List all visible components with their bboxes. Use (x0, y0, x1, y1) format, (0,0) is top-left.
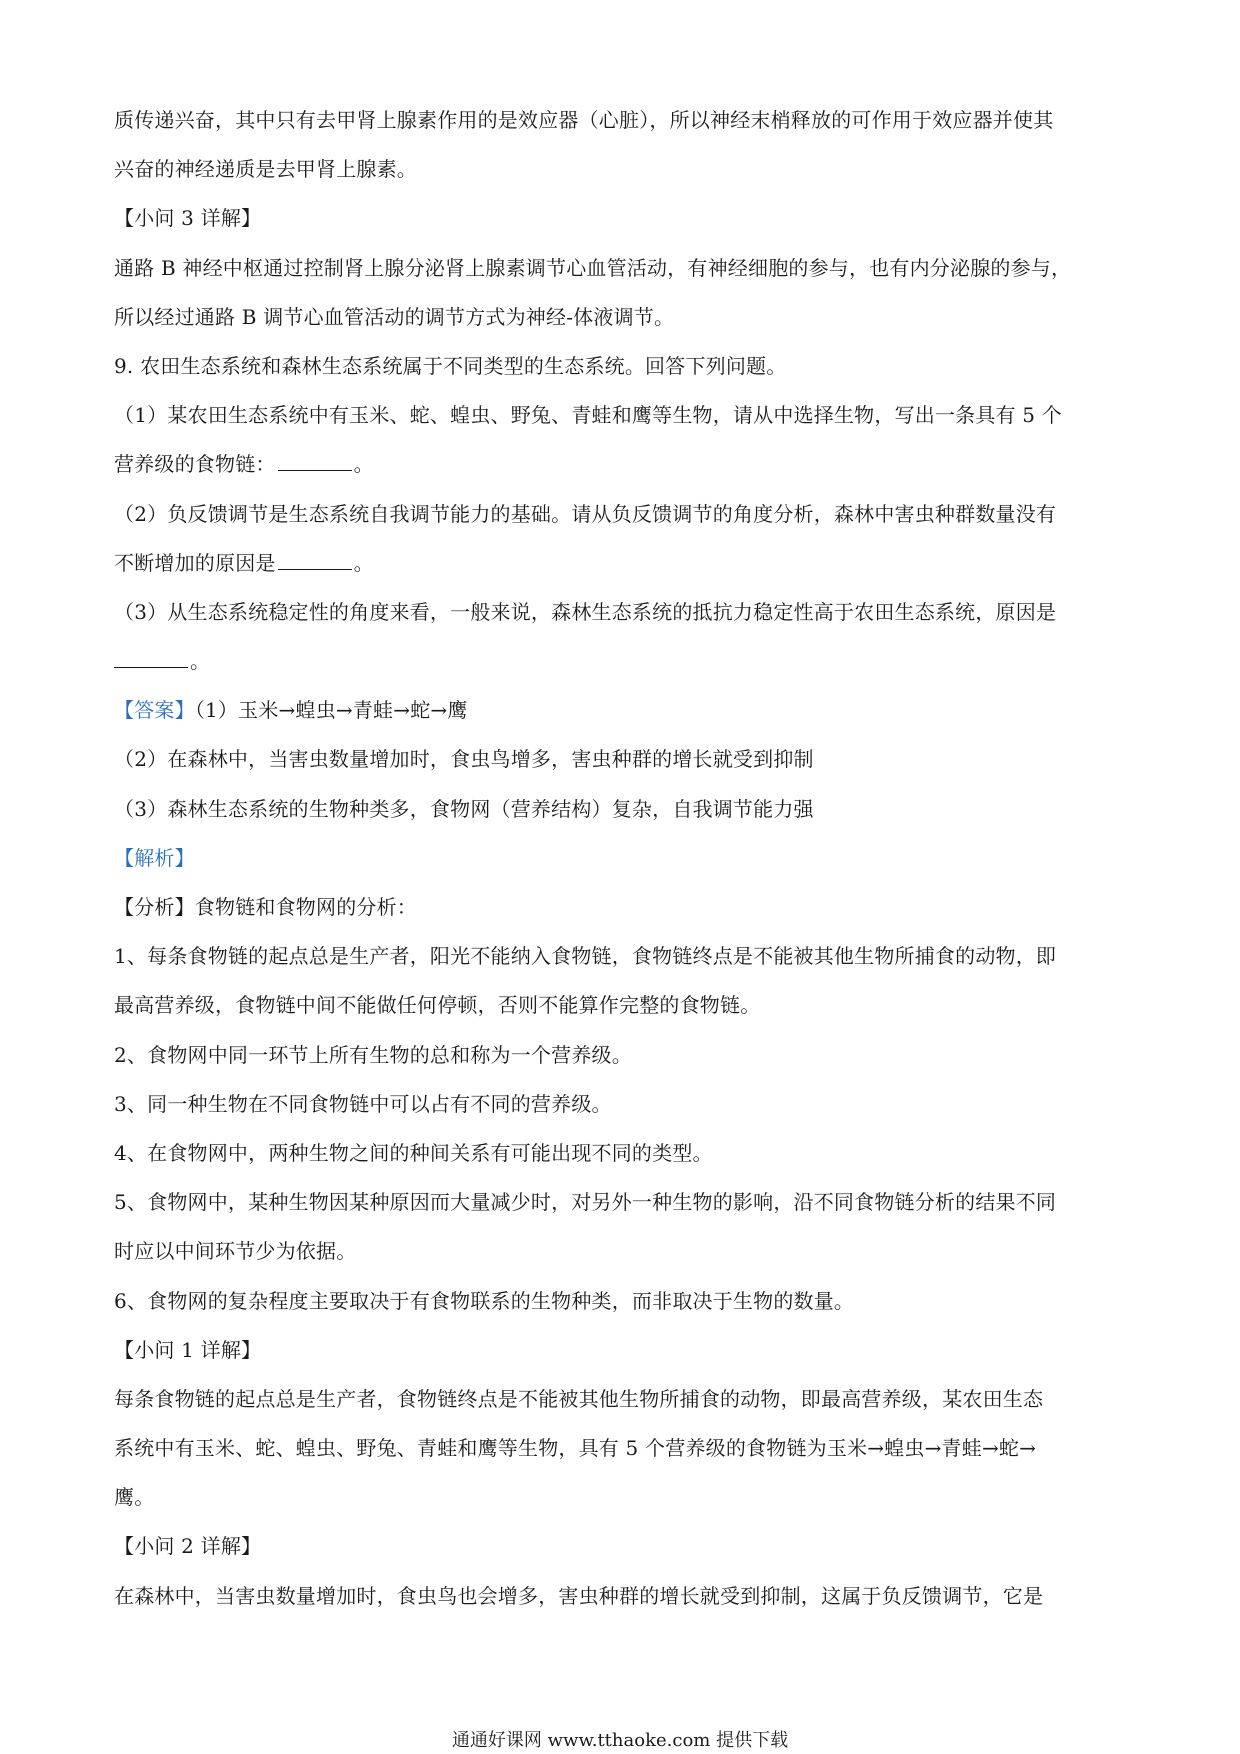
text-line: 1、每条食物链的起点总是生产者，阳光不能纳入食物链，食物链终点是不能被其他生物所捕食的动物，即 (114, 944, 1057, 969)
text-line: 3、同一种生物在不同食物链中可以占有不同的营养级。 (114, 1091, 612, 1116)
question-title: 9. 农田生态系统和森林生态系统属于不同类型的生态系统。回答下列问题。 (114, 353, 787, 378)
text-line: 每条食物链的起点总是生产者，食物链终点是不能被其他生物所捕食的动物，即最高营养级，某农田生态 (114, 1386, 1044, 1411)
text-line: 最高营养级，食物链中间不能做任何停顿，否则不能算作完整的食物链。 (114, 993, 761, 1018)
text-line: 通路 B 神经中枢通过控制肾上腺分泌肾上腺素调节心血管活动，有神经细胞的参与，也有内分泌腺的参与， (114, 255, 1072, 280)
line-punct: 。 (190, 649, 211, 674)
text-line: （1）某农田生态系统中有玉米、蛇、蝗虫、野兔、青蛙和鹰等生物，请从中选择生物，写出一条具有 5 个 (114, 403, 1062, 428)
line-punct: 。 (353, 550, 374, 575)
text-line: 在森林中，当害虫数量增加时，食虫鸟也会增多，害虫种群的增长就受到抑制，这属于负反馈调节，它是 (114, 1583, 1044, 1608)
text-line: （2）负反馈调节是生态系统自我调节能力的基础。请从负反馈调节的角度分析，森林中害虫种群数量没有 (114, 501, 1057, 526)
text-line (114, 637, 1130, 686)
analysis-label: 【解析】 (114, 845, 195, 870)
answer-blank (278, 452, 352, 471)
text-line: 兴奋的神经递质是去甲肾上腺素。 (114, 157, 417, 182)
text-line: 系统中有玉米、蛇、蝗虫、野兔、青蛙和鹰等生物，具有 5 个营养级的食物链为玉米→蝗虫→青蛙→蛇→ (114, 1436, 1037, 1461)
text-line: （3）森林生态系统的生物种类多，食物网（营养结构）复杂，自我调节能力强 (114, 796, 814, 821)
text-line: 时应以中间环节少为依据。 (114, 1239, 357, 1264)
text-line: 鹰。 (114, 1485, 155, 1510)
text-line: （3）从生态系统稳定性的角度来看，一般来说，森林生态系统的抵抗力稳定性高于农田生态系统，原因是 (114, 599, 1057, 624)
answer-label: 【答案】 (114, 698, 195, 723)
line-text: 不断增加的原因是 (114, 550, 276, 575)
page-footer: 通通好课网 www.tthaoke.com 提供下载 (451, 1730, 789, 1751)
section-heading: 【小问 2 详解】 (114, 1534, 262, 1559)
text-line (114, 440, 1130, 489)
text-line: 4、在食物网中，两种生物之间的种间关系有可能出现不同的类型。 (114, 1140, 713, 1165)
text-line: 6、食物网的复杂程度主要取决于有食物联系的生物种类，而非取决于生物的数量。 (114, 1288, 855, 1313)
line-text: 营养级的食物链： (114, 452, 276, 477)
section-heading: 【小问 3 详解】 (114, 206, 262, 231)
text-line: 【分析】食物链和食物网的分析： (114, 895, 417, 919)
line-punct: 。 (353, 452, 374, 477)
document-body (114, 96, 1130, 1621)
text-line: 所以经过通路 B 调节心血管活动的调节方式为神经-体液调节。 (114, 304, 675, 329)
text-line (114, 539, 1130, 588)
section-heading: 【小问 1 详解】 (114, 1337, 262, 1362)
text-line: 5、食物网中，某种生物因某种原因而大量减少时，对另外一种生物的影响，沿不同食物链分析的结果不同 (114, 1190, 1057, 1215)
answer-text: （1）玉米→蝗虫→青蛙→蛇→鹰 (194, 698, 468, 723)
answer-blank (114, 649, 188, 668)
text-line: （2）在森林中，当害虫数量增加时，食虫鸟增多，害虫种群的增长就受到抑制 (114, 747, 814, 772)
answer-blank (278, 551, 352, 570)
text-line: 质传递兴奋，其中只有去甲肾上腺素作用的是效应器（心脏），所以神经末梢释放的可作用于效应器并使其 (114, 108, 1054, 132)
text-line: 2、食物网中同一环节上所有生物的总和称为一个营养级。 (114, 1042, 632, 1067)
answer-line (114, 686, 1130, 735)
